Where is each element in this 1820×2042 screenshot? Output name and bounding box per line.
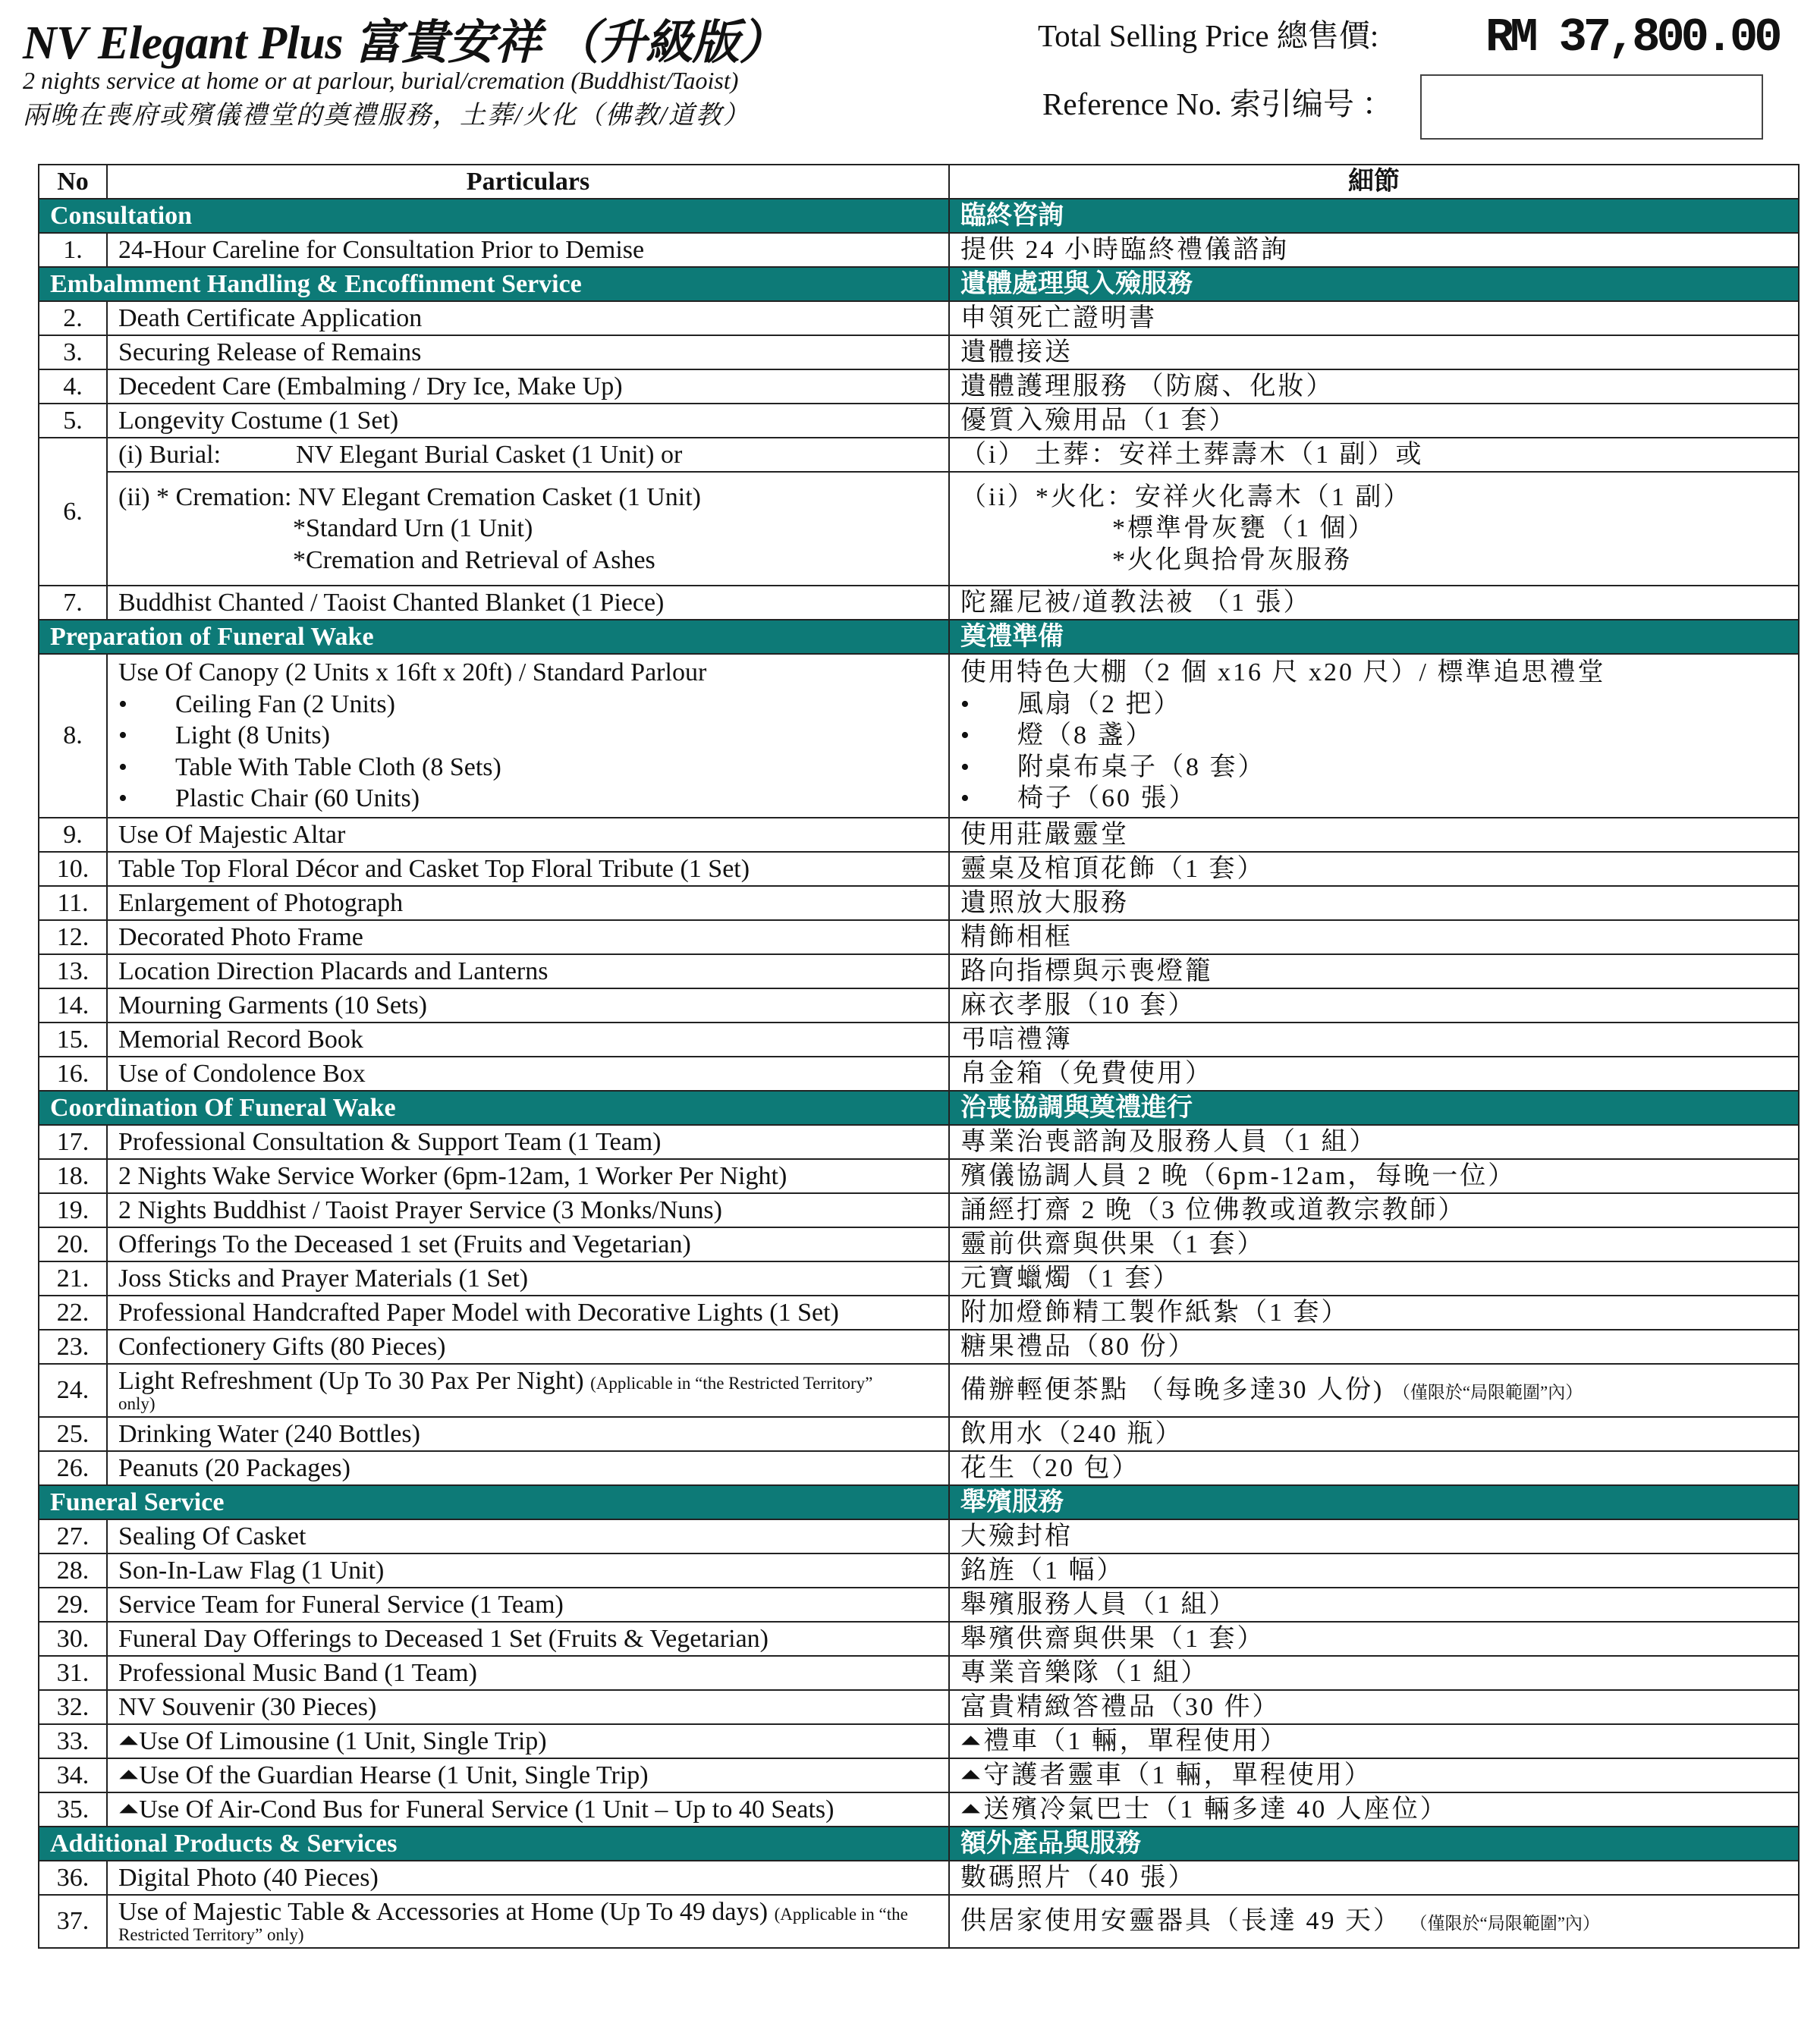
burial-text: NV Elegant Burial Casket (1 Unit) or (296, 440, 683, 469)
item-en: ⏶Use Of the Guardian Hearse (1 Unit, Single Trip) (107, 1758, 949, 1792)
bullet-dot: • (118, 721, 127, 750)
item-en: Son-In-Law Flag (1 Unit) (107, 1553, 949, 1588)
item-no: 13. (39, 954, 107, 988)
item-en: Professional Handcrafted Paper Model with Decorative Lights (1 Set) (107, 1296, 949, 1330)
burial-label: (i) Burial: (118, 440, 222, 469)
cremation-zh-line-1: （ii）*火化：安祥火化壽木（1 副） (960, 482, 1412, 511)
item-zh: 舉殯服務人員（1 組） (949, 1588, 1799, 1622)
item-no: 6. (39, 438, 107, 586)
item-en: Professional Music Band (1 Team) (107, 1656, 949, 1690)
item-en: Funeral Day Offerings to Deceased 1 Set (Fruits & Vegetarian) (107, 1622, 949, 1656)
item-en: 2 Nights Buddhist / Taoist Prayer Service (3 Monks/Nuns) (107, 1193, 949, 1227)
item-no: 16. (39, 1057, 107, 1091)
item-zh-burial: （i） 土葬：安祥土葬壽木（1 副）或 (949, 438, 1799, 472)
item-no: 23. (39, 1330, 107, 1364)
item-zh: 帛金箱（免費使用） (949, 1057, 1799, 1091)
section-title-en: Additional Products & Services (39, 1827, 949, 1861)
item-en-cremation (107, 472, 949, 586)
bullet-text: 燈（8 盞） (1017, 721, 1154, 750)
item-no: 9. (39, 818, 107, 852)
canopy-zh-text: 使用特色大棚（2 個 x16 尺 x20 尺）/ 標準追思禮堂 (960, 658, 1606, 687)
section-title-en: Preparation of Funeral Wake (39, 620, 949, 654)
section-title-zh: 治喪協調與奠禮進行 (949, 1091, 1799, 1125)
table-row (39, 1656, 1799, 1690)
item-no: 19. (39, 1193, 107, 1227)
item-en: Joss Sticks and Prayer Materials (1 Set) (107, 1261, 949, 1296)
table-row (39, 1451, 1799, 1485)
header-details: 細節 (949, 165, 1799, 199)
section-title-zh: 臨終咨詢 (949, 199, 1799, 233)
majestic-table-text: Use of Majestic Table & Accessories at Home (Up To 49 days) (118, 1898, 769, 1927)
package-items-table (38, 164, 1800, 1949)
table-row (39, 404, 1799, 438)
item-zh: 專業治喪諮詢及服務人員（1 組） (949, 1125, 1799, 1159)
table-row (39, 1330, 1799, 1364)
item-en: Sealing Of Casket (107, 1519, 949, 1553)
cremation-line-1: (ii) * Cremation: NV Elegant Cremation Casket (1 Unit) (118, 482, 701, 511)
item-no: 28. (39, 1553, 107, 1588)
table-row (39, 1364, 1799, 1417)
package-title: NV Elegant Plus 富貴安祥 （升級版） (23, 17, 786, 69)
item-zh: 提供 24 小時臨終禮儀諮詢 (949, 233, 1799, 267)
table-row (39, 1588, 1799, 1622)
table-row (39, 954, 1799, 988)
item-zh: 數碼照片（40 張） (949, 1861, 1799, 1895)
bullet-dot: • (960, 752, 972, 781)
item-zh: 遺體護理服務 （防腐、化妝） (949, 369, 1799, 404)
item-en: Buddhist Chanted / Taoist Chanted Blanket (1 Piece) (107, 586, 949, 620)
majestic-table-note: (Applicable in “the (774, 1905, 908, 1924)
table-row (39, 1261, 1799, 1296)
item-no: 37. (39, 1895, 107, 1948)
item-no: 22. (39, 1296, 107, 1330)
section-row (39, 199, 1799, 233)
section-title-zh: 額外產品與服務 (949, 1827, 1799, 1861)
bullet-dot: • (960, 721, 972, 750)
table-row (39, 1622, 1799, 1656)
item-zh: 飲用水（240 瓶） (949, 1417, 1799, 1451)
item-zh: 大殮封棺 (949, 1519, 1799, 1553)
item-no: 33. (39, 1724, 107, 1758)
item-no: 20. (39, 1227, 107, 1261)
section-title-en: Funeral Service (39, 1485, 949, 1519)
table-row (39, 1296, 1799, 1330)
item-zh-refreshment (949, 1364, 1799, 1417)
bullet-dot: • (118, 690, 127, 718)
item-en: Mourning Garments (10 Sets) (107, 988, 949, 1023)
table-row (39, 1724, 1799, 1758)
bullet-text: 椅子（60 張） (1017, 784, 1197, 813)
item-no: 17. (39, 1125, 107, 1159)
item-no: 11. (39, 886, 107, 920)
item-no: 3. (39, 335, 107, 369)
section-row (39, 1485, 1799, 1519)
item-en: Peanuts (20 Packages) (107, 1451, 949, 1485)
item-zh: 路向指標與示喪燈籠 (949, 954, 1799, 988)
bullet-item (960, 783, 1787, 814)
section-title-zh: 奠禮準備 (949, 620, 1799, 654)
item-no: 29. (39, 1588, 107, 1622)
item-zh: ⏶禮車（1 輛，單程使用） (949, 1724, 1799, 1758)
item-en: 24-Hour Careline for Consultation Prior to Demise (107, 233, 949, 267)
item-zh: ⏶送殯冷氣巴士（1 輛多達 40 人座位） (949, 1792, 1799, 1827)
bullet-dot: • (960, 690, 972, 718)
bullet-dot: • (960, 784, 972, 813)
item-no: 34. (39, 1758, 107, 1792)
bullet-text: Plastic Chair (60 Units) (175, 784, 420, 813)
table-row (39, 1553, 1799, 1588)
canopy-text: Use Of Canopy (2 Units x 16ft x 20ft) / Standard Parlour (118, 658, 707, 687)
item-zh: 使用莊嚴靈堂 (949, 818, 1799, 852)
section-row (39, 1827, 1799, 1861)
item-no: 7. (39, 586, 107, 620)
bullet-dot: • (118, 752, 127, 781)
item-zh: 誦經打齋 2 晚（3 位佛教或道教宗教師） (949, 1193, 1799, 1227)
table-row (39, 301, 1799, 335)
reference-label: Reference No. 索引编号 ： (1042, 86, 1394, 121)
table-row (39, 1861, 1799, 1895)
item-en-burial (107, 438, 949, 472)
table-row (39, 654, 1799, 818)
package-subtitle-en: 2 nights service at home or at parlour, burial/cremation (Buddhist/Taoist) (23, 67, 739, 94)
item-zh: 元寶蠟燭（1 套） (949, 1261, 1799, 1296)
refreshment-note-2: only) (118, 1393, 156, 1413)
section-row (39, 620, 1799, 654)
item-en: Use Of Majestic Altar (107, 818, 949, 852)
table-row (39, 988, 1799, 1023)
table-row (39, 586, 1799, 620)
table-row (39, 335, 1799, 369)
item-no: 35. (39, 1792, 107, 1827)
item-no: 1. (39, 233, 107, 267)
table-row (39, 1417, 1799, 1451)
item-no: 4. (39, 369, 107, 404)
majestic-table-note-2: Restricted Territory” only) (118, 1924, 304, 1944)
table-row (39, 1690, 1799, 1724)
item-zh: 糖果禮品（80 份） (949, 1330, 1799, 1364)
item-no: 30. (39, 1622, 107, 1656)
item-en: Decorated Photo Frame (107, 920, 949, 954)
item-zh-cremation (949, 472, 1799, 586)
item-no: 10. (39, 852, 107, 886)
item-no: 24. (39, 1364, 107, 1417)
item-zh: 弔唁禮簿 (949, 1023, 1799, 1057)
table-row (39, 852, 1799, 886)
item-zh: 遺體接送 (949, 335, 1799, 369)
item-no: 12. (39, 920, 107, 954)
bullet-item (118, 783, 938, 814)
bullet-item (118, 752, 938, 783)
item-en-canopy (107, 654, 949, 818)
bullet-text: 風扇（2 把） (1017, 690, 1182, 718)
item-en: Drinking Water (240 Bottles) (107, 1417, 949, 1451)
item-no: 14. (39, 988, 107, 1023)
section-row (39, 267, 1799, 301)
item-en: Digital Photo (40 Pieces) (107, 1861, 949, 1895)
item-no: 18. (39, 1159, 107, 1193)
item-en: Location Direction Placards and Lanterns (107, 954, 949, 988)
bullet-text: 附桌布桌子（8 套） (1017, 752, 1266, 781)
item-zh-canopy (949, 654, 1799, 818)
item-en: Death Certificate Application (107, 301, 949, 335)
table-row (39, 1758, 1799, 1792)
majestic-table-zh-note: （僅限於“局限範圍”內） (1410, 1914, 1600, 1934)
item-en: Decedent Care (Embalming / Dry Ice, Make Up) (107, 369, 949, 404)
cremation-line-3: *Cremation and Retrieval of Ashes (293, 545, 655, 574)
reference-input-box[interactable] (1420, 74, 1763, 140)
item-en: ⏶Use Of Limousine (1 Unit, Single Trip) (107, 1724, 949, 1758)
item-zh: 殯儀協調人員 2 晚（6pm-12am，每晚一位） (949, 1159, 1799, 1193)
item-en: Table Top Floral Décor and Casket Top Floral Tribute (1 Set) (107, 852, 949, 886)
item-zh: 專業音樂隊（1 組） (949, 1656, 1799, 1690)
cremation-zh-line-3: *火化與拾骨灰服務 (1112, 545, 1352, 574)
table-row (39, 1193, 1799, 1227)
item-zh: 附加燈飾精工製作紙紮（1 套） (949, 1296, 1799, 1330)
item-no: 31. (39, 1656, 107, 1690)
bullet-item (118, 689, 938, 720)
bullet-text: Table With Table Cloth (8 Sets) (175, 752, 501, 781)
item-no: 21. (39, 1261, 107, 1296)
table-row (39, 1895, 1799, 1948)
bullet-text: Ceiling Fan (2 Units) (175, 690, 395, 718)
item-zh: 麻衣孝服（10 套） (949, 988, 1799, 1023)
item-no: 27. (39, 1519, 107, 1553)
table-header-row (39, 165, 1799, 199)
item-zh: 舉殯供齋與供果（1 套） (949, 1622, 1799, 1656)
item-no: 8. (39, 654, 107, 818)
package-subtitle-zh: 兩晚在喪府或殯儀禮堂的奠禮服務，土葬/火化（佛教/道教） (23, 102, 750, 130)
item-en: Use of Condolence Box (107, 1057, 949, 1091)
table-row (39, 1023, 1799, 1057)
table-row (39, 1519, 1799, 1553)
item-en: ⏶Use Of Air-Cond Bus for Funeral Service (1 Unit – Up to 40 Seats) (107, 1792, 949, 1827)
item-no: 36. (39, 1861, 107, 1895)
section-title-zh: 遺體處理與入殮服務 (949, 267, 1799, 301)
item-zh: 優質入殮用品（1 套） (949, 404, 1799, 438)
item-en: Memorial Record Book (107, 1023, 949, 1057)
item-no: 5. (39, 404, 107, 438)
majestic-table-zh: 供居家使用安靈器具（長達 49 天） (960, 1907, 1401, 1936)
item-zh: 靈桌及棺頂花飾（1 套） (949, 852, 1799, 886)
item-en: Securing Release of Remains (107, 335, 949, 369)
section-title-en: Consultation (39, 199, 949, 233)
item-en: NV Souvenir (30 Pieces) (107, 1690, 949, 1724)
cremation-line-2: *Standard Urn (1 Unit) (293, 514, 533, 543)
item-zh: 精飾相框 (949, 920, 1799, 954)
section-title-zh: 舉殯服務 (949, 1485, 1799, 1519)
table-row (39, 369, 1799, 404)
table-row (39, 1227, 1799, 1261)
item-zh: 陀羅尼被/道教法被 （1 張） (949, 586, 1799, 620)
item-en: Service Team for Funeral Service (1 Team) (107, 1588, 949, 1622)
item-no: 32. (39, 1690, 107, 1724)
item-zh: ⏶守護者靈車（1 輛，單程使用） (949, 1758, 1799, 1792)
refreshment-zh: 備辦輕便茶點 （每晚多達30 人份) (960, 1376, 1385, 1405)
table-row (39, 920, 1799, 954)
table-row (39, 1125, 1799, 1159)
header-no: No (39, 165, 107, 199)
item-en: 2 Nights Wake Service Worker (6pm-12am, 1 Worker Per Night) (107, 1159, 949, 1193)
item-zh-majestic-table (949, 1895, 1799, 1948)
item-no: 15. (39, 1023, 107, 1057)
item-no: 25. (39, 1417, 107, 1451)
refreshment-note: (Applicable in “the Restricted Territory” (590, 1374, 873, 1393)
item-en-majestic-table (107, 1895, 949, 1948)
price-label: Total Selling Price 總售價: (1038, 18, 1379, 53)
table-row (39, 438, 1799, 472)
refreshment-zh-note: （僅限於“局限範圍”內） (1392, 1383, 1583, 1403)
item-zh: 富貴精緻答禮品（30 件） (949, 1690, 1799, 1724)
section-title-en: Embalmment Handling & Encoffinment Service (39, 267, 949, 301)
item-no: 26. (39, 1451, 107, 1485)
item-en: Professional Consultation & Support Team (1 Team) (107, 1125, 949, 1159)
bullet-item (960, 752, 1787, 783)
table-row (39, 1057, 1799, 1091)
table-row (39, 233, 1799, 267)
item-no: 2. (39, 301, 107, 335)
section-row (39, 1091, 1799, 1125)
item-en-refreshment (107, 1364, 949, 1417)
item-zh: 靈前供齋與供果（1 套） (949, 1227, 1799, 1261)
item-en: Enlargement of Photograph (107, 886, 949, 920)
table-row (39, 818, 1799, 852)
item-zh: 花生（20 包） (949, 1451, 1799, 1485)
table-row (39, 886, 1799, 920)
table-row (39, 1792, 1799, 1827)
bullet-text: Light (8 Units) (175, 721, 330, 750)
bullet-dot: • (118, 784, 127, 813)
bullet-item (118, 720, 938, 751)
refreshment-text: Light Refreshment (Up To 30 Pax Per Night) (118, 1367, 584, 1396)
table-row (39, 1159, 1799, 1193)
item-zh: 遺照放大服務 (949, 886, 1799, 920)
table-row (39, 472, 1799, 586)
item-en: Offerings To the Deceased 1 set (Fruits and Vegetarian) (107, 1227, 949, 1261)
bullet-item (960, 720, 1787, 751)
price-value: RM 37,800.00 (1485, 11, 1779, 64)
item-en: Confectionery Gifts (80 Pieces) (107, 1330, 949, 1364)
section-title-en: Coordination Of Funeral Wake (39, 1091, 949, 1125)
cremation-zh-line-2: *標準骨灰甕（1 個） (1112, 514, 1376, 543)
bullet-item (960, 689, 1787, 720)
item-zh: 銘旌（1 幅） (949, 1553, 1799, 1588)
item-zh: 申領死亡證明書 (949, 301, 1799, 335)
item-en: Longevity Costume (1 Set) (107, 404, 949, 438)
header-particulars: Particulars (107, 165, 949, 199)
